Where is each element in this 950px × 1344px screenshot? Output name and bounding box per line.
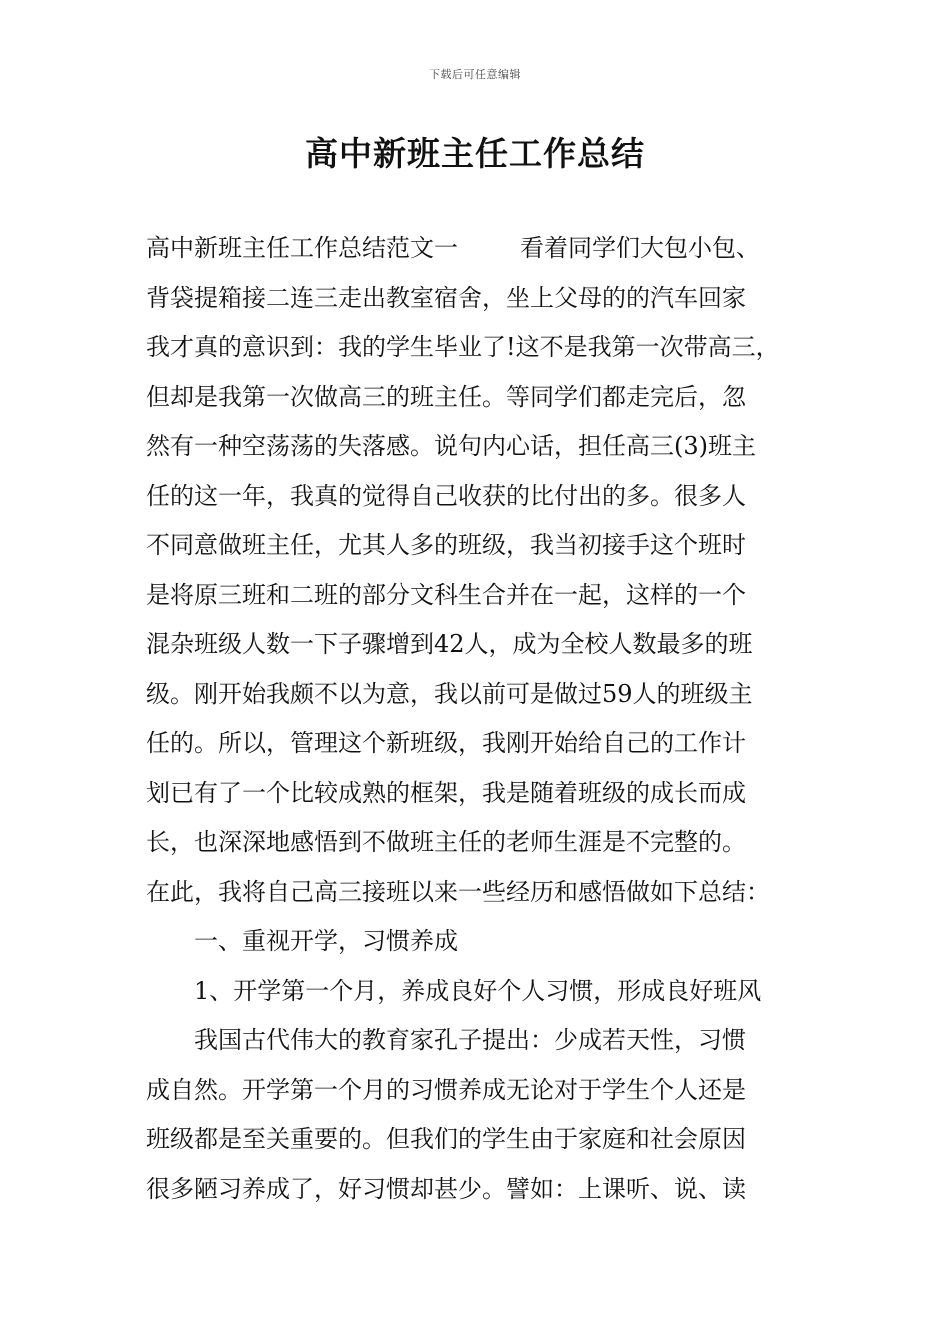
- body-line-18: 成自然。开学第一个月的习惯养成无论对于学生个人还是: [146, 1075, 746, 1104]
- body-text-inline: 看着同学们大包小包、: [520, 234, 760, 262]
- body-line-9: 混杂班级人数一下子骤增到42人，成为全校人数最多的班: [146, 630, 753, 658]
- body-line-6: 任的这一年，我真的觉得自己收获的比付出的多。很多人: [146, 481, 746, 510]
- body-line-5: 然有一种空荡荡的失落感。说句内心话，担任高三(3)班主: [146, 432, 756, 460]
- body-line-19: 班级都是至关重要的。但我们的学生由于家庭和社会原因: [146, 1125, 746, 1153]
- body-line-1: [146, 224, 816, 274]
- body-line-12: 划已有了一个比较成熟的框架，我是随着班级的成长而成: [146, 778, 746, 807]
- body-line-8: 是将原三班和二班的部分文科生合并在一起，这样的一个: [146, 580, 746, 609]
- body-line-2: 背袋提箱接二连三走出教室宿舍，坐上父母的的汽车回家: [146, 283, 746, 312]
- body-line-3: 我才真的意识到：我的学生毕业了!这不是我第一次带高三，: [146, 333, 780, 361]
- document-body: [146, 224, 816, 1214]
- body-line-10: 级。刚开始我颇不以为意，我以前可是做过59人的班级主: [146, 679, 753, 708]
- section-heading-inline: 高中新班主任工作总结范文一: [146, 234, 458, 262]
- header-note: 下载后可任意编辑: [429, 68, 521, 81]
- body-line-4: 但却是我第一次做高三的班主任。等同学们都走完后，忽: [146, 382, 746, 411]
- section-heading: 一、重视开学，习惯养成: [194, 927, 458, 955]
- paragraph-start-line: 我国古代伟大的教育家孔子提出：少成若天性，习惯: [194, 1026, 746, 1054]
- document-title: 高中新班主任工作总结: [305, 134, 645, 173]
- body-line-7: 不同意做班主任，尤其人多的班级，我当初接手这个班时: [146, 531, 746, 559]
- body-line-14: 在此，我将自己高三接班以来一些经历和感悟做如下总结：: [146, 877, 770, 906]
- subsection-heading: 1、开学第一个月，养成良好个人习惯，形成良好班风: [194, 976, 762, 1005]
- body-line-13: 长，也深深地感悟到不做班主任的老师生涯是不完整的。: [146, 828, 746, 856]
- body-line-20: 很多陋习养成了，好习惯却甚少。譬如：上课听、说、读: [146, 1174, 746, 1203]
- body-line-11: 任的。所以，管理这个新班级，我刚开始给自己的工作计: [146, 729, 746, 757]
